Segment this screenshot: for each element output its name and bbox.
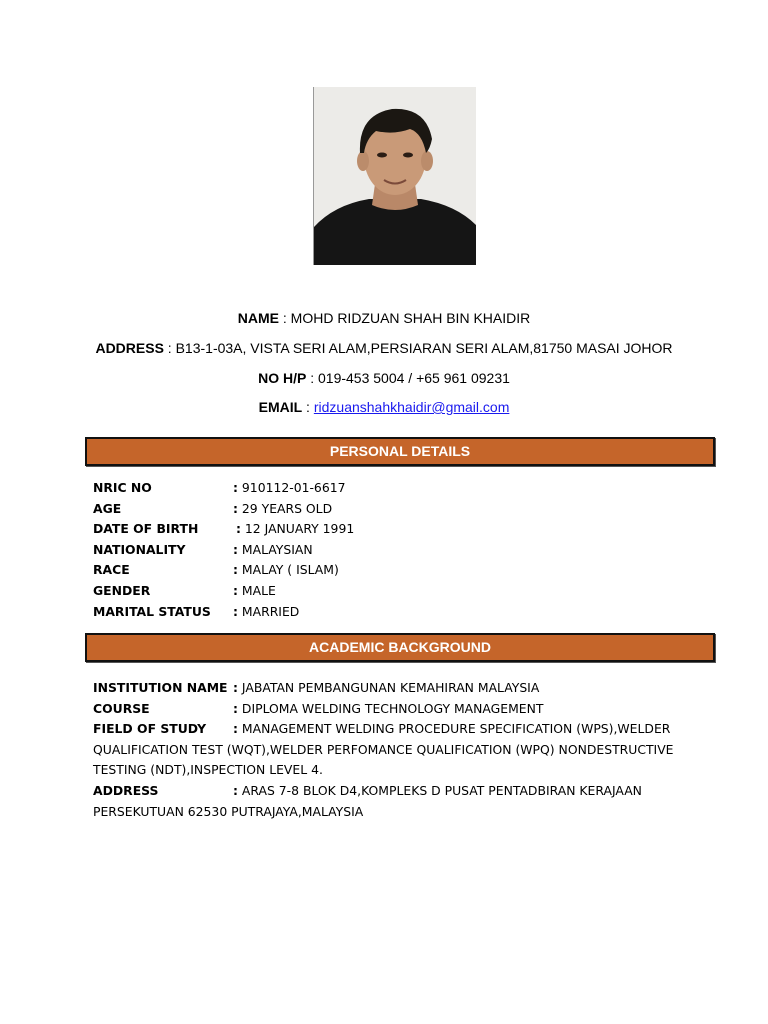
institution-address-value: ARAS 7-8 BLOK D4,KOMPLEKS D PUSAT PENTADBIRAN KERAJAAN PERSEKUTUAN 62530 PUTRAJAYA,MALAYSIA	[93, 783, 642, 819]
phone-label: NO H/P	[258, 370, 307, 386]
personal-details-header: PERSONAL DETAILS	[85, 437, 715, 466]
field-of-study-row: FIELD OF STUDY : MANAGEMENT WELDING PROCEDURE SPECIFICATION (WPS),WELDER QUALIFICATION TEST (WQT),WELDER PERFOMANCE QUALIFICATION (WPQ) NONDESTRUCTIVE TESTING (NDT),INSPECTION LEVEL 4.	[93, 721, 674, 777]
institution-label: INSTITUTION NAME	[93, 680, 228, 695]
name-label: NAME	[237, 310, 279, 326]
email-line: EMAIL : ridzuanshahkhaidir@gmail.com	[258, 399, 510, 415]
detail-label: DATE OF BIRTH	[93, 521, 199, 537]
phone-value: 019-453 5004 / +65 961 09231	[318, 370, 510, 386]
detail-value: MALAYSIAN	[241, 541, 313, 557]
detail-value: 12 JANUARY 1991	[244, 521, 355, 537]
detail-label: AGE	[93, 500, 122, 516]
detail-label: NRIC NO	[93, 480, 152, 495]
detail-value: MALAY ( ISLAM)	[241, 562, 339, 578]
detail-value: 29 YEARS OLD	[241, 500, 333, 516]
detail-value: MALE	[241, 583, 276, 598]
name-value: MOHD RIDZUAN SHAH BIN KHAIDIR	[290, 310, 531, 326]
profile-photo	[313, 87, 476, 265]
detail-value: 910112-01-6617	[241, 480, 346, 495]
name-line: NAME : MOHD RIDZUAN SHAH BIN KHAIDIR	[237, 310, 531, 326]
field-label: FIELD OF STUDY	[93, 721, 207, 736]
institution-address-label: ADDRESS	[93, 783, 159, 798]
email-link[interactable]: ridzuanshahkhaidir@gmail.com	[313, 399, 510, 415]
detail-label: NATIONALITY	[93, 541, 186, 557]
field-value: MANAGEMENT WELDING PROCEDURE SPECIFICATION (WPS),WELDER QUALIFICATION TEST (WQT),WELDER PERFOMANCE QUALIFICATION (WPQ) NONDESTRUCTIVE TESTING (NDT),INSPECTION LEVEL 4.	[93, 721, 674, 777]
academic-background-header: ACADEMIC BACKGROUND	[85, 633, 715, 662]
institution-value: JABATAN PEMBANGUNAN KEMAHIRAN MALAYSIA	[241, 680, 540, 695]
detail-label: MARITAL STATUS	[93, 603, 211, 619]
phone-line: NO H/P : 019-453 5004 / +65 961 09231	[258, 370, 510, 386]
address-value: B13-1-03A, VISTA SERI ALAM,PERSIARAN SERI ALAM,81750 MASAI JOHOR	[175, 340, 673, 356]
detail-label: RACE	[93, 562, 130, 578]
course-label: COURSE	[93, 701, 150, 716]
detail-value: MARRIED	[241, 603, 300, 619]
address-label: ADDRESS	[95, 340, 164, 356]
detail-label: GENDER	[93, 583, 151, 598]
email-label: EMAIL	[258, 399, 303, 415]
course-value: DIPLOMA WELDING TECHNOLOGY MANAGEMENT	[241, 701, 544, 716]
institution-address-row: ADDRESS : ARAS 7-8 BLOK D4,KOMPLEKS D PUSAT PENTADBIRAN KERAJAAN PERSEKUTUAN 62530 PUTRAJAYA,MALAYSIA	[93, 783, 642, 819]
address-line: ADDRESS : B13-1-03A, VISTA SERI ALAM,PERSIARAN SERI ALAM,81750 MASAI JOHOR	[95, 340, 673, 356]
